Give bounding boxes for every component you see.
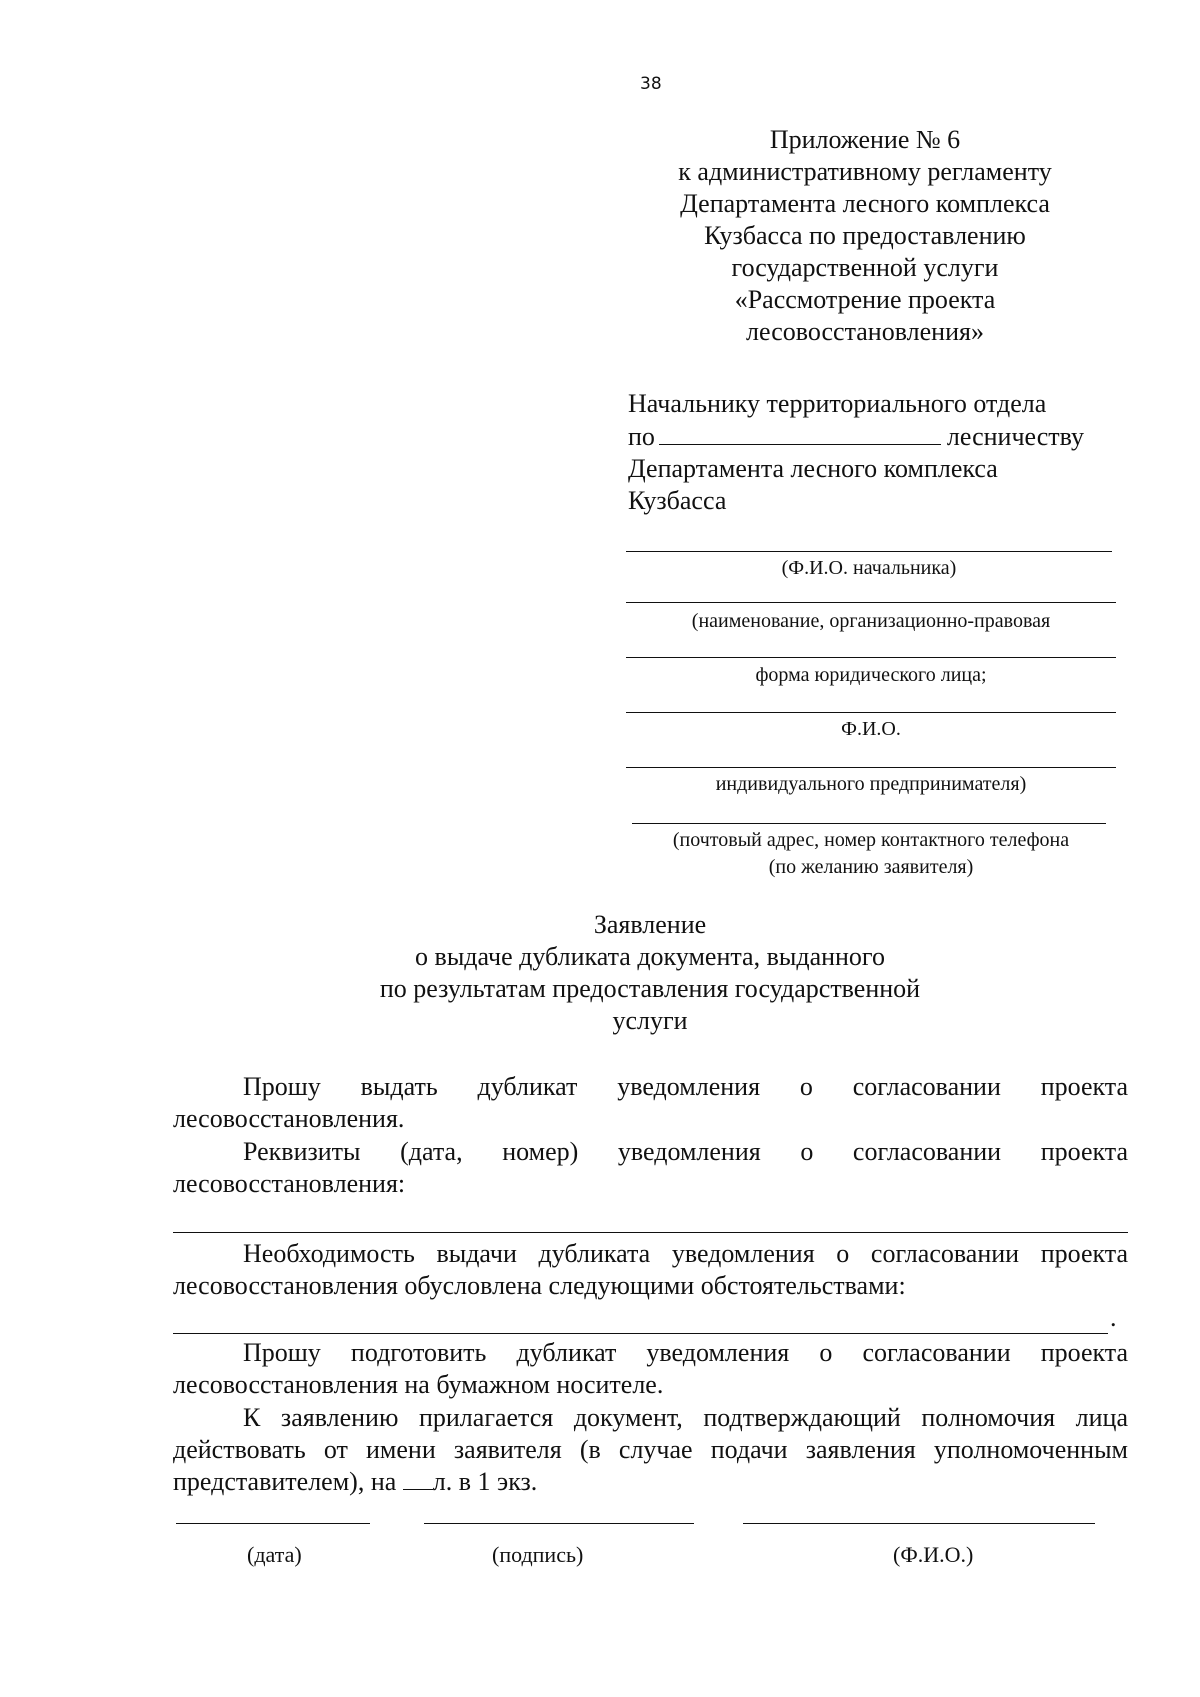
reasons-field[interactable] [173, 1333, 1108, 1334]
addressee-line: Начальнику территориального отдела [628, 389, 1047, 418]
paragraph-attachment [173, 1402, 1128, 1498]
org-name-caption: (наименование, организационно-правовая [691, 610, 1051, 632]
fio-field[interactable] [626, 712, 1116, 713]
fio-caption: Ф.И.О. [841, 718, 901, 740]
appendix-line: государственной услуги [731, 253, 999, 282]
appendix-line: Кузбасса по предоставлению [704, 221, 1026, 250]
head-name-caption: (Ф.И.О. начальника) [781, 557, 957, 579]
address-caption: (почтовый адрес, номер контактного телефона [672, 829, 1070, 851]
appendix-line: Приложение № 6 [769, 125, 961, 154]
attachment-text: К заявлению прилагается документ, подтверждающий полномочия лица действовать от имени заявителя (в случае подачи заявления уполномоченным представителем), на [173, 1403, 1128, 1496]
forestry-name-field[interactable] [659, 420, 941, 445]
attachment-text-end: л. в 1 экз. [432, 1467, 538, 1496]
reasons-end-dot: . [1110, 1303, 1117, 1332]
signature-caption: (подпись) [492, 1542, 584, 1567]
addressee-forestry-line [628, 420, 1108, 453]
entrepreneur-field[interactable] [626, 767, 1116, 768]
appendix-line: лесовосстановления» [746, 317, 984, 346]
title-line: Заявление [593, 910, 707, 939]
page-number: 38 [640, 74, 662, 94]
address-caption: (по желанию заявителя) [768, 856, 974, 878]
appendix-line: к административному регламенту [678, 157, 1052, 186]
addressee-block [628, 388, 1108, 517]
application-title [200, 909, 1100, 1037]
paragraph-details: Реквизиты (дата, номер) уведомления о согласовании проекта лесовосстановления: [173, 1137, 1128, 1198]
details-field[interactable] [173, 1232, 1128, 1233]
title-line: по результатам предоставления государственной [379, 974, 921, 1003]
org-name-field[interactable] [626, 602, 1116, 603]
address-field[interactable] [632, 823, 1106, 824]
addressee-line: Департамента лесного комплекса [628, 454, 998, 483]
appendix-line: Департамента лесного комплекса [680, 189, 1050, 218]
legal-form-caption: форма юридического лица; [755, 664, 987, 686]
paragraph-paper-copy: Прошу подготовить дубликат уведомления о согласовании проекта лесовосстановления на бумажном носителе. [173, 1338, 1128, 1399]
date-caption: (дата) [247, 1542, 302, 1567]
entrepreneur-caption: индивидуального предпринимателя) [715, 773, 1027, 795]
paragraph-reasons: Необходимость выдачи дубликата уведомления о согласовании проекта лесовосстановления обусловлена следующими обстоятельствами: [173, 1239, 1128, 1300]
appendix-header [630, 124, 1100, 348]
addressee-line: Кузбасса [628, 486, 727, 515]
head-name-field[interactable] [626, 551, 1112, 552]
appendix-line: «Рассмотрение проекта [734, 285, 996, 314]
addressee-suffix: лесничеству [946, 422, 1085, 451]
addressee-prefix: по [628, 422, 655, 451]
legal-form-field[interactable] [626, 657, 1116, 658]
signature-fio-field[interactable] [743, 1523, 1095, 1524]
signature-fio-caption: (Ф.И.О.) [893, 1542, 974, 1567]
signature-field[interactable] [424, 1523, 694, 1524]
date-field[interactable] [176, 1523, 370, 1524]
paragraph-request: Прошу выдать дубликат уведомления о согласовании проекта лесовосстановления. [173, 1072, 1128, 1133]
title-line: услуги [612, 1006, 688, 1035]
title-line: о выдаче дубликата документа, выданного [415, 942, 885, 971]
sheets-count-field[interactable] [403, 1467, 433, 1490]
